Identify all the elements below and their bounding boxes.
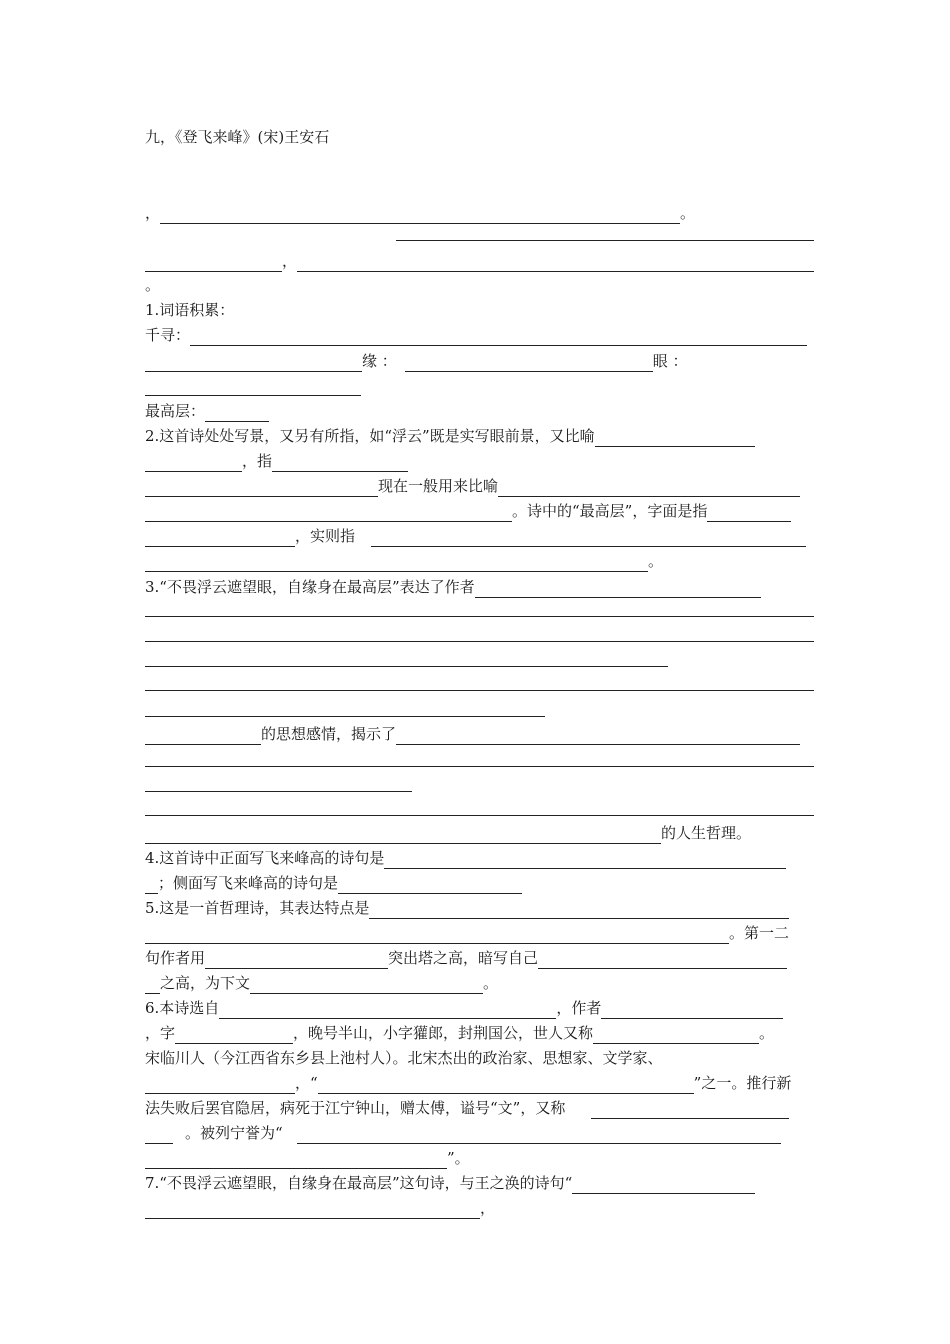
q2-line-3 — [145, 475, 800, 497]
question-text: 。 — [648, 552, 664, 570]
answer-blank[interactable] — [145, 529, 295, 547]
question-text: ；侧面写飞来峰高的诗句是 — [158, 874, 339, 892]
answer-blank[interactable] — [145, 876, 158, 894]
answer-blank[interactable] — [572, 1176, 755, 1194]
q2-line-1 — [145, 425, 755, 447]
page-title: 九，《登飞来峰》(宋)王安石 — [145, 128, 330, 146]
question-text: ，晚号半山，小字獾郎，封荆国公，世人又称 — [293, 1024, 594, 1042]
q3-line-1 — [145, 576, 761, 598]
question-text: 现在一般用来比喻 — [378, 477, 499, 495]
question-text: ，作者 — [556, 999, 602, 1017]
question-text: ，“ — [295, 1074, 318, 1092]
answer-blank[interactable] — [205, 951, 388, 969]
question-text: 7.“不畏浮云遮望眼，自缘身在最高层”这句诗，与王之涣的诗句“ — [145, 1174, 573, 1192]
q6-line-3: 宋临川人（今江西省东乡县上池村人）。北宋杰出的政治家、思想家、文学家、 — [145, 1049, 663, 1067]
answer-blank[interactable] — [145, 826, 661, 844]
answer-blank[interactable] — [538, 951, 787, 969]
answer-blank[interactable] — [145, 926, 729, 944]
q7-line-2 — [145, 1197, 495, 1219]
question-text: ，指 — [242, 452, 273, 470]
question-text: 2.这首诗处处写景，又另有所指，如“浮云”既是实写眼前景，又比喻 — [145, 427, 595, 445]
answer-blank[interactable] — [595, 429, 755, 447]
answer-blank[interactable] — [475, 580, 761, 598]
answer-blank[interactable] — [318, 1076, 694, 1094]
question-text: 之高，为下文 — [160, 974, 251, 992]
q2-line-5 — [145, 525, 806, 547]
q3-line-3 — [145, 822, 751, 844]
answer-blank[interactable] — [145, 554, 648, 572]
q6-line-1 — [145, 997, 783, 1019]
answer-blank[interactable] — [384, 851, 786, 869]
answer-blank[interactable] — [145, 666, 668, 667]
q5-line-3 — [145, 947, 787, 969]
answer-blank[interactable] — [145, 454, 242, 472]
question-text: 的思想感情，揭示了 — [261, 725, 397, 743]
answer-blank[interactable] — [145, 815, 814, 816]
answer-blank[interactable] — [498, 479, 800, 497]
poem-blank[interactable] — [145, 254, 282, 272]
question-text: 。诗中的“最高层”，字面是指 — [512, 502, 708, 520]
q5-line-4 — [145, 972, 498, 994]
answer-blank[interactable] — [145, 395, 361, 396]
poem-line-1 — [145, 202, 695, 224]
q7-line-1 — [145, 1172, 755, 1194]
answer-blank[interactable] — [145, 616, 814, 617]
q3-line-2 — [145, 723, 800, 745]
question-text: 3.“不畏浮云遮望眼，自缘身在最高层”表达了作者 — [145, 578, 475, 596]
question-text: ，实则指 — [295, 527, 356, 545]
q2-line-6 — [145, 550, 663, 572]
q1-yuan-yan — [145, 350, 688, 372]
question-text: 法失败后罢官隐居，病死于江宁钟山，赠太傅，谥号“文”，又称 — [145, 1099, 566, 1117]
answer-blank[interactable] — [219, 1001, 556, 1019]
q4-line-2 — [145, 872, 522, 894]
answer-blank[interactable] — [145, 641, 814, 642]
q1-heading: 1.词语积累： — [145, 301, 235, 319]
poem-end: 。 — [145, 276, 161, 294]
answer-blank[interactable] — [175, 1026, 293, 1044]
poem-blank[interactable] — [396, 240, 814, 241]
q5-line-2 — [145, 922, 789, 944]
term-label: 缘 ： — [362, 352, 397, 370]
q2-line-4 — [145, 500, 791, 522]
q5-line-1 — [145, 897, 789, 919]
term-label: 千寻： — [145, 326, 191, 344]
answer-blank[interactable] — [405, 354, 653, 372]
answer-blank[interactable] — [145, 716, 545, 717]
question-text: ”之一。推行新 — [693, 1074, 792, 1092]
answer-blank[interactable] — [205, 404, 269, 422]
question-text: 。被列宁誉为“ — [185, 1124, 283, 1142]
answer-blank[interactable] — [190, 328, 807, 346]
answer-blank[interactable] — [145, 479, 378, 497]
q4-line-1 — [145, 847, 786, 869]
answer-blank[interactable] — [145, 1076, 295, 1094]
question-text: 句作者用 — [145, 949, 206, 967]
answer-blank[interactable] — [297, 1126, 781, 1144]
q1-qianxun — [145, 324, 807, 346]
answer-blank[interactable] — [145, 791, 412, 792]
answer-blank[interactable] — [272, 454, 408, 472]
poem-comma: ， — [282, 252, 298, 270]
q2-line-2 — [145, 450, 408, 472]
answer-blank[interactable] — [250, 976, 483, 994]
question-text: 5.这是一首哲理诗，其表达特点是 — [145, 899, 370, 917]
answer-blank[interactable] — [601, 1001, 783, 1019]
answer-blank[interactable] — [371, 529, 806, 547]
question-text: ， — [480, 1199, 496, 1217]
q6-line-6 — [145, 1122, 781, 1144]
poem-comma: ， — [145, 204, 161, 222]
q6-line-4 — [145, 1072, 791, 1094]
answer-blank[interactable] — [145, 690, 814, 691]
answer-blank[interactable] — [145, 504, 512, 522]
answer-blank[interactable] — [593, 1026, 759, 1044]
question-text: 。 — [483, 974, 499, 992]
term-label: 最高层： — [145, 402, 206, 420]
q6-line-7 — [145, 1147, 470, 1169]
answer-blank[interactable] — [145, 1201, 480, 1219]
question-text: 6.本诗选自 — [145, 999, 220, 1017]
answer-blank[interactable] — [145, 727, 261, 745]
question-text: 的人生哲理。 — [661, 824, 752, 842]
answer-blank[interactable] — [145, 766, 814, 767]
question-text: 4.这首诗中正面写飞来峰高的诗句是 — [145, 849, 385, 867]
question-text: 。第一二 — [729, 924, 790, 942]
question-text: ，字 — [145, 1024, 176, 1042]
answer-blank[interactable] — [145, 1151, 447, 1169]
question-text: 突出塔之高，暗写自己 — [388, 949, 539, 967]
poem-period: 。 — [680, 204, 696, 222]
answer-blank[interactable] — [591, 1101, 789, 1119]
answer-blank[interactable] — [145, 976, 160, 994]
poem-line-3 — [145, 250, 814, 272]
term-label: 眼 ： — [652, 352, 688, 370]
question-text: ”。 — [447, 1149, 470, 1167]
question-text: 。 — [759, 1024, 775, 1042]
answer-blank[interactable] — [145, 354, 362, 372]
q6-line-2 — [145, 1022, 774, 1044]
answer-blank[interactable] — [145, 1126, 173, 1144]
q6-line-5 — [145, 1097, 789, 1119]
answer-blank[interactable] — [369, 901, 789, 919]
answer-blank[interactable] — [338, 876, 522, 894]
q1-zuigaoceng — [145, 400, 269, 422]
answer-blank[interactable] — [396, 727, 800, 745]
poem-blank[interactable] — [160, 206, 680, 224]
poem-blank[interactable] — [297, 254, 814, 272]
answer-blank[interactable] — [707, 504, 791, 522]
